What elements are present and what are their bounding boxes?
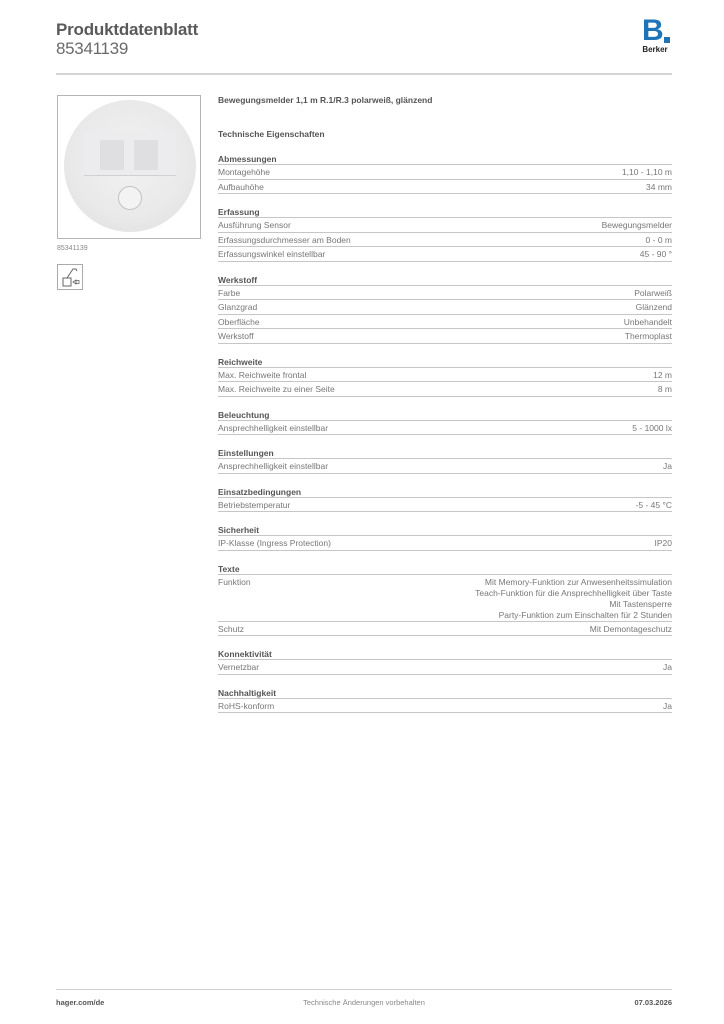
spec-value: 5 - 1000 lx [632,422,672,433]
spec-value: Unbehandelt [623,316,672,327]
motion-sensor-disc [64,100,196,232]
spec-label: Farbe [218,287,241,298]
spec-value: 8 m [657,384,672,394]
spec-value: Polarweiß [634,287,672,298]
surface-mount-icon [57,264,83,290]
spec-row [218,233,672,248]
spec-value: 1,10 - 1,10 m [621,167,672,177]
spec-row [218,622,672,637]
section-title: Reichweite [218,356,672,368]
spec-value: Mit Memory-Funktion zur Anwesenheitssimulation Teach-Funktion für die Ansprechhelligkeit über Taste Mit Tastensperre Party-Funktion zum Einschalten für 2 Stunden [475,576,672,620]
section-einsatzbedingungen [218,486,672,513]
spec-label: IP-Klasse (Ingress Protection) [218,538,331,548]
page-header [56,14,672,68]
header-divider [56,73,672,75]
spec-label: Funktion [218,576,251,587]
spec-row [218,699,672,714]
spec-row [218,286,672,301]
section-title: Konnektivität [218,648,672,660]
spec-label: Oberfläche [218,316,260,327]
section-title: Werkstoff [218,274,672,286]
section-werkstoff [218,274,672,344]
spec-label: Glanzgrad [218,302,258,312]
spec-row [218,575,672,622]
logo-text: Berker [642,45,668,54]
logo-mark: B [642,14,663,47]
spec-value: Ja [663,662,672,672]
section-sicherheit [218,524,672,551]
spec-row [218,459,672,474]
spec-value: Mit Demontageschutz [589,623,672,634]
section-abmessungen [218,153,672,194]
sensor-lens-band [84,132,176,176]
section-title: Nachhaltigkeit [218,687,672,699]
sensor-lens [134,140,158,170]
document-title: Produktdatenblatt [56,20,199,39]
footer-divider [56,989,672,990]
spec-value: 45 - 90 ° [639,249,672,259]
spec-row [218,382,672,397]
spec-row [218,368,672,383]
section-reichweite [218,356,672,397]
spec-value: Glänzend [635,302,672,312]
spec-value: 34 mm [646,181,672,192]
article-number: 85341139 [56,39,128,58]
spec-row [218,165,672,180]
section-title: Beleuchtung [218,409,672,421]
spec-row [218,300,672,315]
footer-website-link[interactable]: hager.com/de [56,998,105,1007]
section-title: Sicherheit [218,524,672,536]
page-footer [56,998,672,1010]
spec-row [218,498,672,513]
logo-dot [664,37,670,43]
footer-date: 07.03.2026 [634,998,672,1007]
spec-row [218,329,672,344]
spec-value: Bewegungsmelder [601,220,672,230]
section-texte [218,563,672,637]
spec-value: Thermoplast [624,331,672,341]
spec-label: Werkstoff [218,331,254,341]
footer-disclaimer: Technische Änderungen vorbehalten [303,998,425,1007]
spec-label: Vernetzbar [218,662,260,672]
spec-row [218,247,672,262]
sensor-lens [100,140,124,170]
section-beleuchtung [218,409,672,436]
spec-row [218,218,672,233]
section-title: Einsatzbedingungen [218,486,672,498]
spec-row [218,315,672,330]
spec-value: -5 - 45 °C [635,499,672,510]
spec-row [218,180,672,195]
section-nachhaltigkeit [218,687,672,714]
section-title: Texte [218,563,672,575]
section-einstellungen [218,447,672,474]
section-title: Einstellungen [218,447,672,459]
product-image [57,95,201,239]
spec-label: Ausführung Sensor [218,220,291,230]
product-name: Bewegungsmelder 1,1 m R.1/R.3 polarweiß, glänzend [218,95,433,105]
spec-label: Ansprechhelligkeit einstellbar [218,422,329,433]
section-title: Erfassung [218,206,672,218]
spec-value: 0 - 0 m [645,234,672,245]
product-specs [218,95,672,713]
product-media [57,95,203,290]
spec-label: Aufbauhöhe [218,181,264,192]
spec-row [218,421,672,436]
spec-value: Ja [663,461,672,471]
spec-label: Max. Reichweite zu einer Seite [218,384,335,394]
spec-label: Erfassungsdurchmesser am Boden [218,234,351,245]
section-erfassung [218,206,672,262]
spec-value: 12 m [653,369,672,380]
spec-label: Max. Reichweite frontal [218,369,307,380]
image-caption: 85341139 [57,245,88,252]
berker-logo [638,16,672,56]
spec-row [218,536,672,551]
spec-value: IP20 [654,538,672,548]
section-title: Abmessungen [218,153,672,165]
spec-row [218,660,672,675]
spec-value: Ja [663,700,672,711]
spec-label: Betriebstemperatur [218,499,291,510]
tech-properties-heading: Technische Eigenschaften [218,129,325,139]
spec-label: Erfassungswinkel einstellbar [218,249,326,259]
sensor-button [118,186,142,210]
spec-label: Ansprechhelligkeit einstellbar [218,461,329,471]
spec-label: RoHS-konform [218,700,275,711]
spec-label: Montagehöhe [218,167,270,177]
section-konnektivitaet [218,648,672,675]
spec-label: Schutz [218,623,244,634]
